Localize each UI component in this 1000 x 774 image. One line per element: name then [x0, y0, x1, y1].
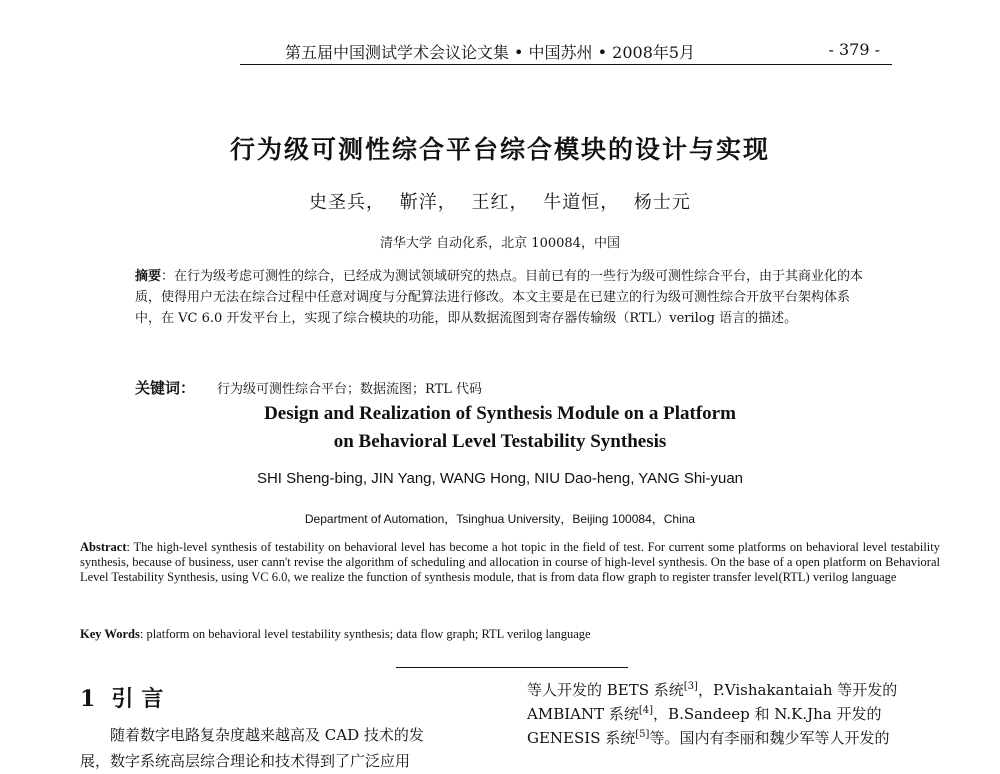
affiliation-cn: 清华大学 自动化系，北京 100084，中国	[380, 236, 620, 251]
section-1-number: 1	[80, 686, 96, 712]
citation: [5]	[635, 729, 650, 740]
page-number: - 379 -	[828, 40, 880, 59]
right-column	[527, 678, 937, 750]
paper-title-en-line1: Design and Realization of Synthesis Module on a Platform	[264, 403, 736, 424]
text-run: GENESIS 系统	[527, 729, 636, 747]
left-column	[80, 722, 498, 774]
keywords-en	[80, 627, 940, 642]
abstract-cn-label: 摘要	[135, 269, 162, 284]
keywords-en-label: Key Words	[80, 627, 140, 641]
body-paragraph-line: 随着数字电路复杂度越来越高及 CAD 技术的发	[110, 726, 424, 744]
section-1-title: 引言	[111, 686, 172, 712]
abstract-en-label: Abstract	[80, 540, 127, 554]
right-column-line	[527, 726, 937, 750]
body-paragraph-line: 展，数字系统高层综合理论和技术得到了广泛应用	[80, 752, 411, 770]
section-divider	[396, 667, 628, 668]
paper-title-en-line2: on Behavioral Level Testability Synthesis	[333, 431, 667, 452]
abstract-en-text: : The high-level synthesis of testability on behavioral level has become a hot topic in the field of test. For current some platforms on behavioral level testability synthesis, because of business, user cann't revise the algorithm of scheduling and allocation in course of high-level synthesis. On the base of a open platform on Behavioral Level Testability Synthesis, using VC 6.0, we realize the function of synthesis module, that is from data flow graph to register transfer level(RTL) verilog language	[80, 540, 940, 584]
abstract-cn	[135, 266, 875, 329]
section-1-heading	[80, 682, 171, 713]
abstract-en	[80, 540, 940, 585]
text-run: ，B.Sandeep 和 N.K.Jha 开发的	[653, 705, 882, 723]
right-column-line	[527, 702, 937, 726]
text-run: 等。国内有李丽和魏少军等人开发的	[649, 729, 890, 747]
authors-en: SHI Sheng-bing, JIN Yang, WANG Hong, NIU Dao-heng, YANG Shi-yuan	[256, 470, 744, 487]
keywords-en-text: : platform on behavioral level testability synthesis; data flow graph; RTL verilog language	[139, 627, 591, 641]
keywords-cn-label: 关键词：	[135, 379, 196, 397]
text-run: AMBIANT 系统	[527, 705, 639, 723]
authors-cn: 史圣兵， 靳洋， 王红， 牛道恒， 杨士元	[309, 192, 691, 213]
abstract-cn-text: ：在行为级考虑可测性的综合，已经成为测试领域研究的热点。目前已有的一些行为级可测性综合平台，由于其商业化的本质，使得用户无法在综合过程中任意对调度与分配算法进行修改。本文主要是在已建立的行为级可测性综合开放平台架构体系中，在 VC 6.0 开发平台上，实现了综合模块的功能，即从数据流图到寄存器传输级（RTL）verilog 语言的描述。	[135, 269, 864, 326]
text-run: 等人开发的 BETS 系统	[527, 681, 684, 699]
header-rule	[240, 64, 892, 65]
keywords-cn-text: 行为级可测性综合平台；数据流图；RTL 代码	[217, 382, 483, 397]
text-run: ，P.Vishakantaiah 等开发的	[697, 681, 898, 699]
citation: [3]	[683, 681, 698, 692]
affiliation-en: Department of Automation，Tsinghua University，Beijing 100084，China	[304, 512, 696, 526]
citation: [4]	[638, 705, 654, 716]
keywords-cn	[135, 377, 875, 398]
right-column-line	[527, 678, 937, 702]
running-header-title: 第五届中国测试学术会议论文集 • 中国苏州 • 2008年5月	[284, 43, 696, 62]
paper-title-en	[0, 400, 1000, 456]
paper-title-cn: 行为级可测性综合平台综合模块的设计与实现	[229, 135, 770, 164]
